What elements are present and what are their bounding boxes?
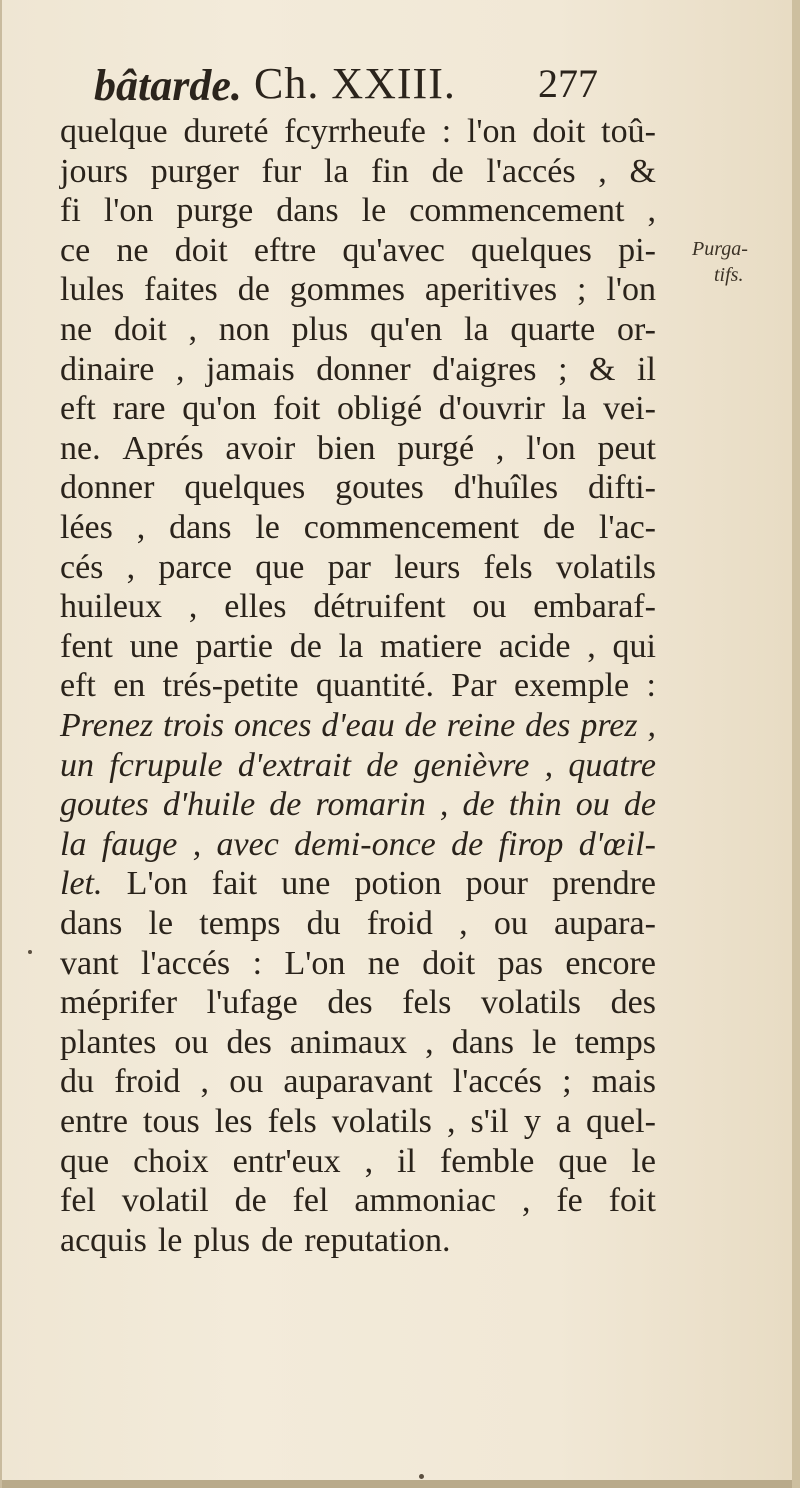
word: goutes <box>335 469 424 507</box>
word: le <box>361 192 387 230</box>
text-line <box>60 1060 656 1104</box>
word: vant <box>60 944 119 982</box>
word: ; <box>558 350 568 388</box>
word: peut <box>597 429 656 467</box>
word: des <box>525 707 571 744</box>
word: quelque <box>60 113 168 150</box>
word: auparavant <box>283 1063 433 1101</box>
margin-note <box>692 236 782 288</box>
word: volatil <box>121 1182 209 1220</box>
word: y <box>523 1103 541 1140</box>
word: fe <box>556 1182 583 1220</box>
word: l'on <box>526 429 576 467</box>
word: avec <box>216 825 279 863</box>
word: de <box>404 707 437 744</box>
word: ne <box>60 311 93 348</box>
word: genièvre <box>413 746 530 784</box>
word: fel <box>60 1182 96 1220</box>
word: matiere <box>379 627 482 665</box>
word: femble <box>439 1142 535 1180</box>
word: leurs <box>394 548 461 586</box>
word: que <box>558 1142 608 1180</box>
word: jours <box>60 152 128 190</box>
word: pour <box>465 865 528 903</box>
word: de <box>289 627 322 665</box>
text-line <box>60 1140 656 1184</box>
word: let. <box>60 865 103 903</box>
word: potion <box>354 865 442 903</box>
word: dinaire <box>60 350 155 388</box>
word: thin <box>508 786 562 824</box>
word: fauge <box>101 825 178 863</box>
word: partie <box>195 627 273 665</box>
word: faites <box>144 271 218 309</box>
word: d'huîles <box>453 469 559 507</box>
word: dans <box>451 1023 515 1061</box>
word: foit <box>273 390 321 428</box>
ink-speck <box>419 1474 424 1479</box>
word: encore <box>565 944 656 982</box>
text-line <box>60 427 656 471</box>
word: : <box>441 113 452 150</box>
word: prez <box>580 707 638 744</box>
margin-note-line: tifs. <box>714 264 744 286</box>
word: foit <box>608 1182 656 1220</box>
word: d'extrait <box>237 746 351 784</box>
word: d'huile <box>162 786 256 824</box>
word: demi-once <box>294 825 436 863</box>
word: volatils <box>480 984 582 1022</box>
word: quelques <box>471 231 592 269</box>
word: ce <box>60 231 91 269</box>
word: trés-petite <box>162 667 299 705</box>
text-line <box>60 862 656 906</box>
word: ammoniac <box>354 1182 497 1220</box>
word: , <box>647 192 656 230</box>
word: il <box>637 350 656 388</box>
word: un <box>60 746 94 784</box>
text-line <box>60 902 656 946</box>
word: ou <box>493 905 528 942</box>
word: l'accés <box>486 152 576 190</box>
word: fur <box>261 152 302 190</box>
word: parce <box>158 548 232 586</box>
word: lules <box>60 271 125 309</box>
word: quatre <box>568 746 656 784</box>
text-line <box>60 150 656 194</box>
word: pas <box>497 944 543 982</box>
word: ou <box>229 1063 264 1101</box>
word: volatils <box>331 1103 432 1140</box>
text-line <box>60 1100 656 1144</box>
word: , <box>126 548 136 586</box>
word: commencement <box>409 192 625 230</box>
word: dans <box>276 192 339 230</box>
word: romarin <box>315 786 426 824</box>
word: acquis <box>60 1221 147 1259</box>
word: la <box>338 627 364 665</box>
word: quarte <box>510 311 596 348</box>
word: des <box>327 984 373 1022</box>
word: ou <box>575 786 610 824</box>
word: la <box>464 311 489 348</box>
word: purger <box>150 152 239 190</box>
word: du <box>60 1063 94 1101</box>
word: Aprés <box>122 429 204 467</box>
word: embaraf- <box>533 588 656 626</box>
word: la <box>323 152 349 190</box>
text-line <box>60 704 656 748</box>
word: l'accés <box>452 1063 542 1101</box>
word: le <box>255 509 280 546</box>
text-line <box>60 110 656 154</box>
word: froid <box>366 905 433 942</box>
word: donner <box>316 350 411 388</box>
word: , <box>200 1063 209 1101</box>
word: méprifer <box>60 984 178 1022</box>
word: , <box>495 429 505 467</box>
word: temps <box>574 1023 656 1061</box>
word: de <box>234 1182 267 1220</box>
word: aperitives <box>424 271 558 309</box>
chapter-heading: Ch. XXIII. <box>254 59 456 108</box>
word: de <box>366 746 399 784</box>
word: acide <box>498 627 571 665</box>
word: , <box>544 746 554 784</box>
word: l'on <box>103 192 154 230</box>
word: Par <box>451 667 497 705</box>
word: , <box>587 627 596 665</box>
word: ne <box>367 944 400 982</box>
word: une <box>129 627 179 665</box>
word: , <box>439 786 449 824</box>
text-line <box>60 585 656 629</box>
word: fent <box>60 627 113 665</box>
word: la <box>561 390 587 428</box>
word: une <box>281 865 331 903</box>
word: jamais <box>205 350 295 388</box>
word: fait <box>211 865 258 903</box>
word: il <box>397 1142 416 1180</box>
word: : <box>646 667 656 705</box>
word: Prenez <box>60 707 154 744</box>
word: prendre <box>552 865 656 903</box>
word: ne. <box>60 429 101 467</box>
word: gommes <box>289 271 405 309</box>
text-line <box>60 823 656 867</box>
word: plus <box>193 1221 251 1259</box>
word: de <box>462 786 495 824</box>
word: , <box>136 509 146 546</box>
word: & <box>589 350 616 388</box>
word: quel- <box>586 1103 656 1140</box>
word: rare <box>112 390 166 428</box>
word: qu'avec <box>342 231 445 269</box>
word: non <box>218 311 270 348</box>
word: a <box>555 1103 571 1140</box>
word: d'ouvrir <box>438 390 545 428</box>
word: qu'en <box>370 311 443 348</box>
text-line <box>60 625 656 669</box>
word: , <box>188 311 198 348</box>
word: volatils <box>555 548 656 586</box>
word: animaux <box>289 1023 407 1061</box>
word: l'ac- <box>598 509 656 546</box>
word: ou <box>174 1023 209 1061</box>
word: entre <box>60 1103 128 1140</box>
word: purge <box>176 192 254 230</box>
word: doit <box>174 231 228 269</box>
word: reine <box>446 707 516 744</box>
word: qu'on <box>182 390 257 428</box>
text-line <box>60 1219 656 1263</box>
word: , <box>425 1023 434 1061</box>
word: vei- <box>603 390 656 428</box>
word: obligé <box>337 390 423 428</box>
word: dans <box>60 905 123 942</box>
page-edge <box>2 1480 792 1488</box>
page-header <box>94 58 654 114</box>
word: purgé <box>397 429 475 467</box>
word: dureté <box>183 113 269 150</box>
text-line <box>60 268 656 312</box>
word: le <box>157 1221 183 1259</box>
word: , <box>446 1103 456 1140</box>
word: de <box>431 152 464 190</box>
word: difti- <box>587 469 656 507</box>
word: eftre <box>253 231 317 269</box>
word: doit <box>113 311 167 348</box>
word: l'on <box>466 113 517 150</box>
word: avoir <box>225 429 296 467</box>
text-line <box>60 942 656 986</box>
word: les <box>214 1103 253 1140</box>
word: cés <box>60 548 104 586</box>
word: , <box>188 588 198 626</box>
word: , <box>364 1142 374 1180</box>
word: d'aigres <box>432 350 537 388</box>
word: or- <box>617 311 656 348</box>
page-number: 277 <box>538 61 598 106</box>
text-line <box>60 348 656 392</box>
word: doit <box>422 944 476 982</box>
text-line <box>60 664 656 708</box>
word: en <box>113 667 146 705</box>
text-line <box>60 308 656 352</box>
text-line <box>60 506 656 550</box>
word: fcyrrheufe <box>284 113 426 150</box>
text-line <box>60 229 656 273</box>
word: pi- <box>618 231 656 269</box>
word: le <box>532 1023 557 1061</box>
word: fel <box>292 1182 329 1220</box>
text-line <box>60 783 656 827</box>
word: L'on <box>126 865 188 903</box>
word: le <box>148 905 174 942</box>
word: de <box>269 786 302 824</box>
word: de <box>261 1221 294 1259</box>
text-line <box>60 546 656 590</box>
word: goutes <box>60 786 149 824</box>
word: ; <box>577 271 587 309</box>
text-line <box>60 189 656 233</box>
word: firop <box>498 825 564 863</box>
word: par <box>327 548 371 586</box>
word: L'on <box>284 944 346 982</box>
word: d'œil- <box>578 825 656 863</box>
word: l'accés <box>140 944 231 982</box>
running-head: bâtarde. <box>94 61 242 110</box>
word: , <box>521 1182 531 1220</box>
word: , <box>192 825 202 863</box>
word: , <box>647 707 656 744</box>
text-line <box>60 387 656 431</box>
word: tous <box>143 1103 200 1140</box>
word: fels <box>483 548 533 586</box>
word: huileux <box>60 588 162 626</box>
text-line <box>60 981 656 1025</box>
word: donner <box>60 469 155 507</box>
word: ou <box>472 588 507 626</box>
word: commencement <box>303 509 520 546</box>
word: fcrupule <box>109 746 223 784</box>
word: doit <box>532 113 586 150</box>
word: l'on <box>606 271 656 309</box>
word: le <box>631 1142 656 1180</box>
text-line <box>60 1179 656 1223</box>
word: fin <box>371 152 409 190</box>
word: s'il <box>470 1103 509 1140</box>
word: d'eau <box>321 707 395 744</box>
word: elles <box>224 588 287 626</box>
word: quantité. <box>315 667 434 705</box>
word: l'ufage <box>206 984 298 1022</box>
word: la <box>60 825 87 863</box>
word: : <box>252 944 263 982</box>
word: aupara- <box>554 905 656 942</box>
word: mais <box>591 1063 656 1101</box>
word: , <box>459 905 468 942</box>
word: plantes <box>60 1023 157 1061</box>
word: fi <box>60 192 81 230</box>
word: , <box>175 350 185 388</box>
word: que <box>255 548 305 586</box>
word: que <box>60 1142 110 1180</box>
word: plus <box>291 311 349 348</box>
word: de <box>542 509 576 546</box>
word: onces <box>234 707 312 744</box>
word: temps <box>199 905 281 942</box>
word: fels <box>267 1103 317 1140</box>
word: toû- <box>601 113 656 150</box>
word: ne <box>116 231 149 269</box>
word: ; <box>562 1063 572 1101</box>
word: du <box>306 905 341 942</box>
word: , <box>598 152 607 190</box>
word: de <box>237 271 270 309</box>
word: choix <box>133 1142 209 1180</box>
word: lées <box>60 509 113 546</box>
word: qui <box>612 627 656 665</box>
word: des <box>226 1023 272 1061</box>
word: dans <box>169 509 232 546</box>
text-line <box>60 466 656 510</box>
word: de <box>451 825 484 863</box>
word: exemple <box>513 667 630 705</box>
word: eft <box>60 667 96 705</box>
word: reputation. <box>304 1221 451 1259</box>
text-line <box>60 1021 656 1065</box>
word: de <box>623 786 656 824</box>
word: & <box>629 152 656 190</box>
word: froid <box>114 1063 181 1101</box>
word: détruifent <box>313 588 446 626</box>
word: entr'eux <box>232 1142 341 1180</box>
text-line <box>60 744 656 788</box>
margin-note-line: Purga- <box>692 238 748 260</box>
word: des <box>610 984 656 1022</box>
word: eft <box>60 390 96 428</box>
word: trois <box>163 707 225 744</box>
word: fels <box>402 984 452 1022</box>
word: bien <box>316 429 376 467</box>
ink-speck <box>28 950 32 954</box>
word: quelques <box>184 469 306 507</box>
